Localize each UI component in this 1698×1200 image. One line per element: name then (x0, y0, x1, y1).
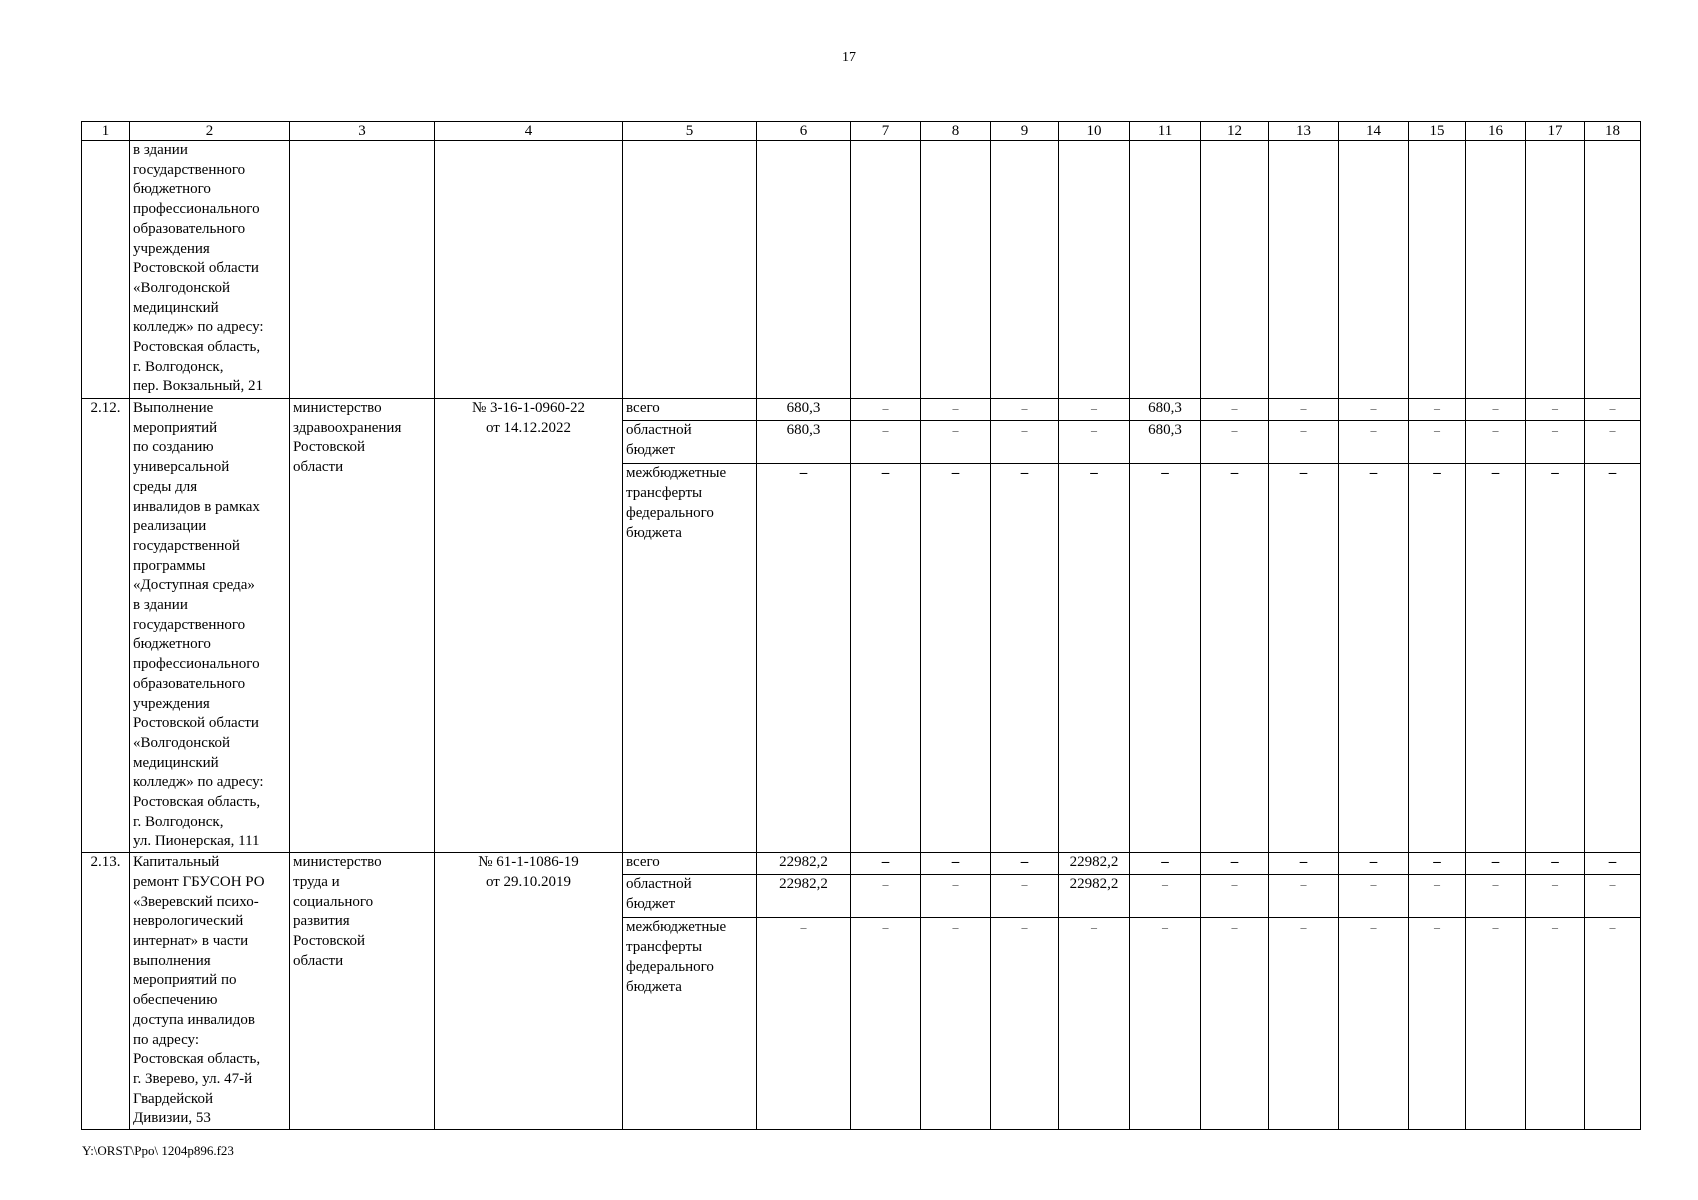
value-cell: – (1585, 853, 1641, 875)
item-number: 2.13. (82, 853, 130, 1130)
value-cell: – (1466, 918, 1526, 1130)
value-cell: – (1269, 421, 1339, 464)
table-row (82, 399, 1641, 421)
value-cell: – (1466, 464, 1526, 853)
value-cell: – (1466, 875, 1526, 918)
value-cell: – (1466, 399, 1526, 421)
column-header-1: 1 (82, 122, 130, 141)
value-cell: 22982,2 (1059, 853, 1130, 875)
column-header-9: 9 (991, 122, 1059, 141)
value-cell: – (851, 421, 921, 464)
funding-source: межбюджетные трансферты федерального бюджета (623, 918, 757, 1130)
value-cell: – (1269, 853, 1339, 875)
item-document: № 61-1-1086-19 от 29.10.2019 (435, 853, 623, 1130)
value-cell: – (851, 875, 921, 918)
column-header-15: 15 (1409, 122, 1466, 141)
value-cell: 680,3 (757, 421, 851, 464)
value-cell: – (1585, 421, 1641, 464)
column-header-4: 4 (435, 122, 623, 141)
value-cell: – (1130, 853, 1201, 875)
value-cell: – (1059, 918, 1130, 1130)
value-cell: – (991, 399, 1059, 421)
value-cell: – (1339, 464, 1409, 853)
value-cell: – (1409, 918, 1466, 1130)
value-cell: – (1585, 464, 1641, 853)
footer-file-path: Y:\ORST\Ppo\ 1204p896.f23 (82, 1143, 234, 1158)
value-cell: – (921, 853, 991, 875)
value-cell: 680,3 (757, 399, 851, 421)
value-cell: – (1130, 875, 1201, 918)
value-cell: – (1201, 399, 1269, 421)
value-cell: – (1130, 464, 1201, 853)
value-cell: – (991, 853, 1059, 875)
value-cell: – (1409, 464, 1466, 853)
value-cell: – (1269, 875, 1339, 918)
value-cell: – (1466, 421, 1526, 464)
value-cell: – (1201, 421, 1269, 464)
table-row (82, 853, 1641, 875)
value-cell: – (1339, 875, 1409, 918)
value-cell: – (1585, 918, 1641, 1130)
funding-source: областной бюджет (623, 421, 757, 464)
value-cell: – (921, 399, 991, 421)
value-cell: – (1339, 399, 1409, 421)
value-cell: – (1526, 918, 1585, 1130)
value-cell: – (1339, 918, 1409, 1130)
column-header-5: 5 (623, 122, 757, 141)
value-cell: – (1526, 421, 1585, 464)
item-executor: министерство труда и социального развития Ростовской области (290, 853, 435, 1130)
column-header-2: 2 (130, 122, 290, 141)
column-header-11: 11 (1130, 122, 1201, 141)
budget-table (81, 121, 1641, 1130)
value-cell: – (1409, 421, 1466, 464)
column-header-3: 3 (290, 122, 435, 141)
value-cell: – (1409, 875, 1466, 918)
value-cell: – (1269, 399, 1339, 421)
value-cell: – (1339, 421, 1409, 464)
funding-source: межбюджетные трансферты федерального бюджета (623, 464, 757, 853)
value-cell: – (1585, 399, 1641, 421)
funding-source: областной бюджет (623, 875, 757, 918)
value-cell: – (1130, 918, 1201, 1130)
column-header-17: 17 (1526, 122, 1585, 141)
column-header-10: 10 (1059, 122, 1130, 141)
funding-source: всего (623, 853, 757, 875)
value-cell: – (991, 918, 1059, 1130)
value-cell: – (1269, 918, 1339, 1130)
value-cell: – (1526, 464, 1585, 853)
value-cell: 22982,2 (1059, 875, 1130, 918)
item-description: Капитальный ремонт ГБУСОН РО «Зверевский психо- неврологический интернат» в части выполнения мероприятий по обеспечению доступа инвалидов по адресу: Ростовская область, г. Зверево, ул. 47-й Гвардейской Дивизии, 53 (130, 853, 290, 1130)
column-header-6: 6 (757, 122, 851, 141)
value-cell: – (1526, 399, 1585, 421)
value-cell: – (851, 918, 921, 1130)
value-cell: – (991, 421, 1059, 464)
value-cell: – (1201, 875, 1269, 918)
continuation-description: в здании государственного бюджетного профессионального образовательного учреждения Ростовской области «Волгодонской медицинский колледж» по адресу: Ростовская область, г. Волгодонск, пер. Вокзальный, 21 (130, 141, 290, 399)
value-cell: – (1201, 464, 1269, 853)
column-header-14: 14 (1339, 122, 1409, 141)
column-header-18: 18 (1585, 122, 1641, 141)
value-cell: – (921, 918, 991, 1130)
value-cell: – (1339, 853, 1409, 875)
value-cell: – (1466, 853, 1526, 875)
value-cell: – (1059, 464, 1130, 853)
value-cell: – (1059, 421, 1130, 464)
value-cell: 680,3 (1130, 399, 1201, 421)
value-cell: – (991, 875, 1059, 918)
value-cell: – (991, 464, 1059, 853)
value-cell: – (1059, 399, 1130, 421)
value-cell: – (1201, 918, 1269, 1130)
value-cell: – (851, 464, 921, 853)
column-header-7: 7 (851, 122, 921, 141)
page-number: 17 (842, 50, 856, 65)
funding-source: всего (623, 399, 757, 421)
continuation-row (82, 141, 1641, 399)
item-document: № 3-16-1-0960-22 от 14.12.2022 (435, 399, 623, 853)
value-cell: – (921, 875, 991, 918)
value-cell: – (1585, 875, 1641, 918)
column-header-13: 13 (1269, 122, 1339, 141)
item-description: Выполнение мероприятий по созданию универсальной среды для инвалидов в рамках реализации государственной программы «Доступная среда» в здании государственного бюджетного профессионального образовательного учреждения Ростовской области «Волгодонской медицинский колледж» по адресу: Ростовская область, г. Волгодонск, ул. Пионерская, 111 (130, 399, 290, 853)
column-header-16: 16 (1466, 122, 1526, 141)
item-executor: министерство здравоохранения Ростовской области (290, 399, 435, 853)
value-cell: 22982,2 (757, 875, 851, 918)
column-header-12: 12 (1201, 122, 1269, 141)
value-cell: – (921, 421, 991, 464)
value-cell: – (851, 399, 921, 421)
value-cell: 22982,2 (757, 853, 851, 875)
value-cell: – (851, 853, 921, 875)
value-cell: – (757, 918, 851, 1130)
header-row (82, 122, 1641, 141)
item-number: 2.12. (82, 399, 130, 853)
value-cell: – (1526, 853, 1585, 875)
value-cell: 680,3 (1130, 421, 1201, 464)
column-header-8: 8 (921, 122, 991, 141)
value-cell: – (1201, 853, 1269, 875)
value-cell: – (921, 464, 991, 853)
continuation-number (82, 141, 130, 399)
value-cell: – (757, 464, 851, 853)
value-cell: – (1526, 875, 1585, 918)
value-cell: – (1409, 853, 1466, 875)
value-cell: – (1409, 399, 1466, 421)
value-cell: – (1269, 464, 1339, 853)
